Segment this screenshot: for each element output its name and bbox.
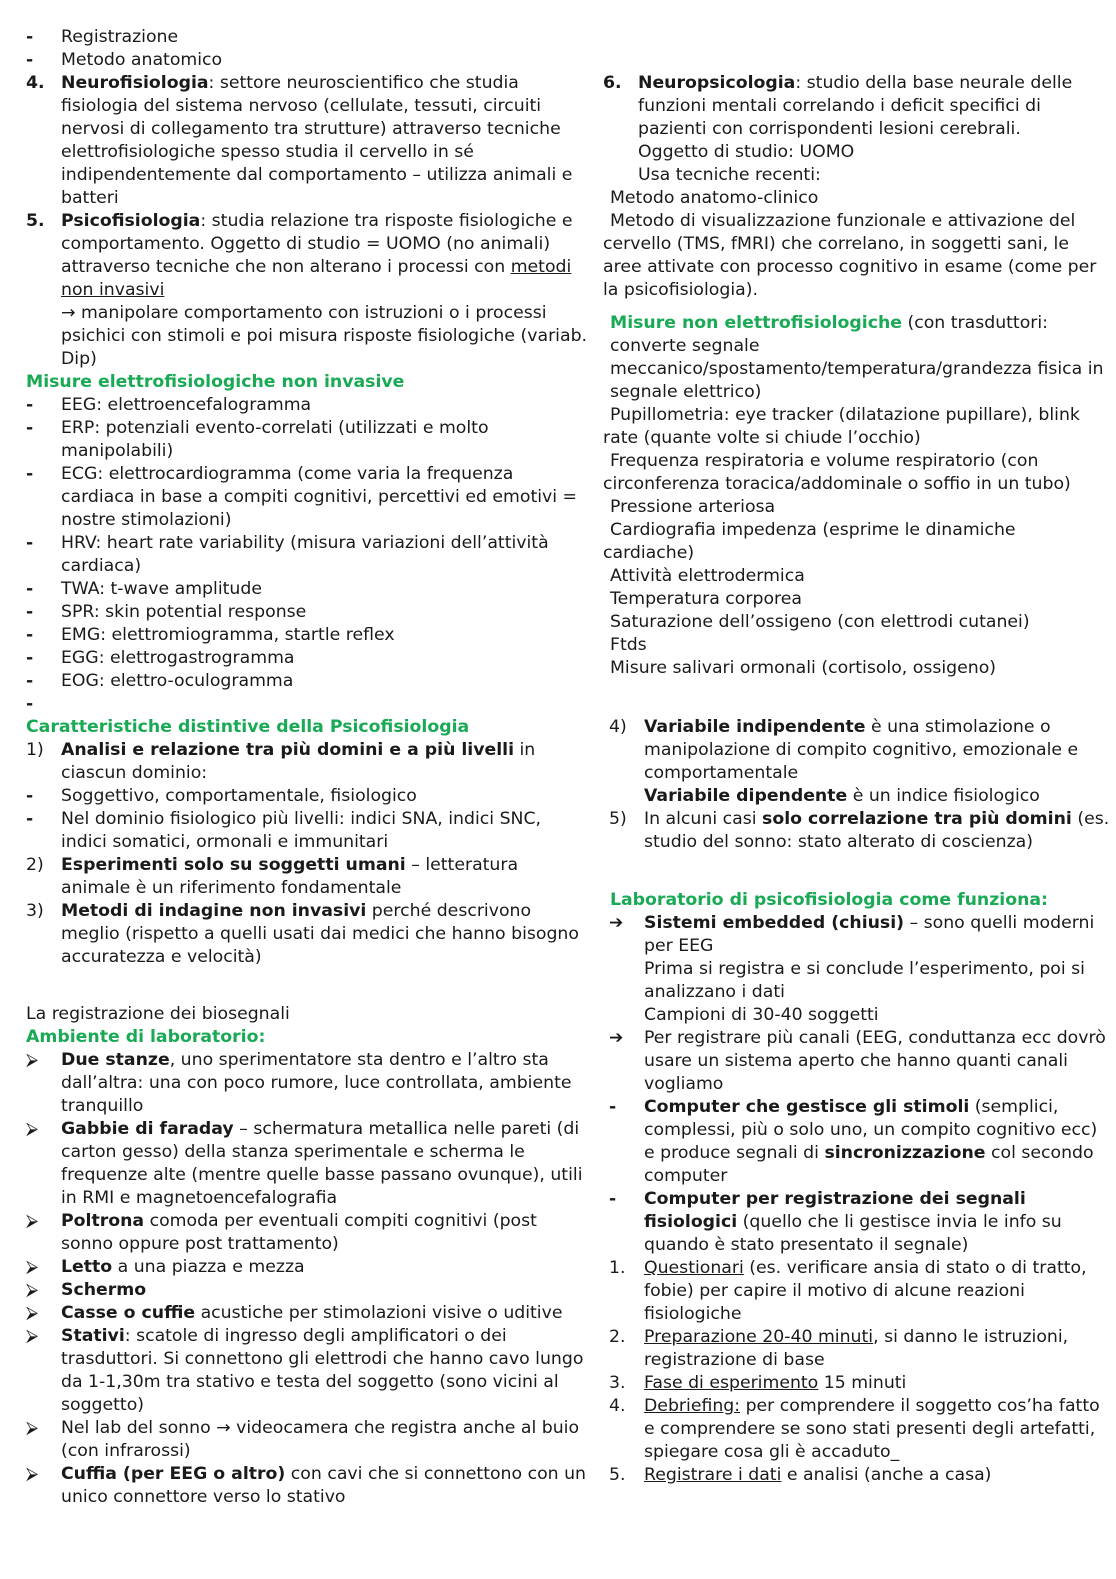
list-item-empty: - (26, 694, 34, 714)
list-item: 5) In alcuni casi solo correlazione tra più domini (es. studio del sonno: stato alterato di coscienza) (609, 809, 1110, 852)
text-line: converte segnale meccanico/spostamento/temperatura/grandezza fisica in segnale elettrico) (610, 336, 1104, 402)
text-line: Metodo di visualizzazione funzionale e attivazione del cervello (TMS, fMRI) che correlano, in soggetti sani, le aree attivate con processo cognitivo in esame (come per la psicofisiologia). (603, 211, 1097, 300)
list-item: - Nel dominio fisiologico più livelli: indici SNA, indici SNC, indici somatici, ormonali e immunitari (26, 809, 542, 852)
text-line: Attività elettrodermica (610, 566, 805, 586)
list-item: - EOG: elettro-oculogramma (26, 671, 294, 691)
list-item: - SPR: skin potential response (26, 602, 307, 622)
list-item: 2) Esperimenti solo su soggetti umani – letteratura animale è un riferimento fondamentale (26, 855, 519, 898)
step-item: 4. Debriefing: per comprendere il soggetto cos’ha fatto e comprendere se sono stati presenti degli artefatti, spiegare cosa gli è accaduto_ (609, 1396, 1100, 1462)
list-item: 3) Metodi di indagine non invasivi perché descrivono meglio (rispetto a quelli usati dai medici che hanno bisogno accuratezza e velocità) (26, 901, 579, 967)
step-item: 3. Fase di esperimento 15 minuti (609, 1373, 907, 1393)
section-neurofisiologia: 4. Neurofisiologia: settore neuroscientifico che studia fisiologia del sistema nervoso (cellulate, tessuti, circuiti nervosi di collegamento tra strutture) attraverso tecniche elettrofisiologiche spesso studia il cervello in sé indipendentemente dal comportamento – utilizza animali e batteri (26, 73, 573, 208)
list-item: - HRV: heart rate variability (misura variazioni dell’attività cardiaca) (26, 533, 549, 576)
list-item: - ERP: potenziali evento-correlati (utilizzati e molto manipolabili) (26, 418, 489, 461)
list-item: - Computer che gestisce gli stimoli (semplici, complessi, più o solo uno, un compito cognitivo ecc) e produce segnali di sincronizzazione col secondo computer (609, 1097, 1098, 1186)
step-item: 2. Preparazione 20-40 minuti, si danno le istruzioni, registrazione di base (609, 1327, 1069, 1370)
list-item: - Registrazione (26, 27, 179, 47)
heading-caratteristiche: Caratteristiche distintive della Psicofisiologia (26, 717, 470, 737)
arrow-icon: ➔ (609, 1028, 624, 1048)
list-item: ➔ Per registrare più canali (EEG, conduttanza ecc dovrò usare un sistema aperto che hanno quanti canali vogliamo (609, 1028, 1106, 1094)
heading-misure-non-elettrofisiologiche: Misure non elettrofisiologiche (con trasduttori: (610, 313, 1049, 333)
term-neurofisiologia: Neurofisiologia (61, 73, 209, 93)
list-item: - EMG: elettromiogramma, startle reflex (26, 625, 395, 645)
subtitle-registrazione: La registrazione dei biosegnali (26, 1004, 290, 1024)
text-line: Pupillometria: eye tracker (dilatazione pupillare), blink rate (quante volte si chiude l’occhio) (603, 405, 1080, 448)
section-neuropsicologia: 6. Neuropsicologia: studio della base neurale delle funzioni mentali correlando i deficit specifici di pazienti con corrispondenti lesioni cerebrali. Oggetto di studio: UOMO Usa tecniche recenti: (603, 73, 1073, 185)
left-column (26, 26, 592, 1509)
heading-ambiente: Ambiente di laboratorio: (26, 1027, 266, 1047)
list-item: 4) Variabile indipendente è una stimolazione o manipolazione di compito cognitivo, emozionale e comportamentale Variabile dipendente è un indice fisiologico (609, 717, 1079, 806)
term-neuropsicologia: Neuropsicologia (638, 73, 796, 93)
heading-misure-elettrofisiologiche: Misure elettrofisiologiche non invasive (26, 372, 405, 392)
term-psicofisiologia: Psicofisiologia (61, 211, 201, 231)
step-item: 1. Questionari (es. verificare ansia di stato o di tratto, fobie) per capire il motivo di alcune reazioni fisiologiche (609, 1258, 1087, 1324)
text-line: Cardiografia impedenza (esprime le dinamiche cardiache) (603, 520, 1016, 563)
list-item: 1) Analisi e relazione tra più domini e a più livelli in ciascun dominio: (26, 740, 536, 783)
list-item: ⮚ Due stanze, uno sperimentatore sta dentro e l’altro sta dall’altra: una con poco rumore, luce controllata, ambiente tranquillo (26, 1050, 572, 1116)
heading-laboratorio: Laboratorio di psicofisiologia come funziona: (610, 890, 1048, 910)
list-item: - Metodo anatomico (26, 50, 223, 70)
list-item: ⮚ Schermo (26, 1280, 147, 1300)
text-line: Saturazione dell’ossigeno (con elettrodi cutanei) (610, 612, 1030, 632)
text-line: Frequenza respiratoria e volume respiratorio (con circonferenza toracica/addominale o soffio in un tubo) (603, 451, 1071, 494)
underlined-term: metodi non invasivi (61, 257, 572, 300)
list-item: - Soggettivo, comportamentale, fisiologico (26, 786, 417, 806)
list-item: ⮚ Cuffia (per EEG o altro) con cavi che si connettono con un unico connettore verso lo stativo (26, 1464, 586, 1507)
list-item: - Computer per registrazione dei segnali fisiologici (quello che li gestisce invia le info su quando è stato presentato il segnale) (609, 1189, 1062, 1255)
text-line: Temperatura corporea (610, 589, 802, 609)
list-item: ⮚ Gabbie di faraday – schermatura metallica nelle pareti (di carton gesso) della stanza sperimentale e scherma le frequenze alte (mentre quelle basse passano ovunque), utili in RMI e magnetoencefalografia (26, 1119, 583, 1208)
list-item: ➔ Sistemi embedded (chiusi) – sono quelli moderni per EEG Prima si registra e si conclude l’esperimento, poi si analizzano i dati Campioni di 30-40 soggetti (609, 913, 1095, 1025)
text-line: Misure salivari ormonali (cortisolo, ossigeno) (610, 658, 997, 678)
text-line: Ftds (610, 635, 647, 655)
list-item: - TWA: t-wave amplitude (26, 579, 262, 599)
list-item: ⮚ Letto a una piazza e mezza (26, 1257, 305, 1277)
list-item: ⮚ Nel lab del sonno → videocamera che registra anche al buio (con infrarossi) (26, 1418, 580, 1461)
list-item: ⮚ Stativi: scatole di ingresso degli amplificatori o dei trasduttori. Si connettono gli elettrodi che hanno cavo lungo da 1-1,30m tra stativo e testa del soggetto (sono vicini al soggetto) (26, 1326, 584, 1415)
right-column (603, 72, 1111, 1487)
list-item: - EEG: elettroencefalogramma (26, 395, 312, 415)
list-item: - ECG: elettrocardiogramma (come varia la frequenza cardiaca in base a compiti cognitivi, percettivi ed emotivi = nostre stimolazioni) (26, 464, 578, 530)
section-psicofisiologia: 5. Psicofisiologia: studia relazione tra risposte fisiologiche e comportamento. Oggetto di studio = UOMO (no animali) attraverso tecniche che non alterano i processi con metodi non invasivi → manipolare comportamento con istruzioni o i processi psichici con stimoli e poi misura risposte fisiologiche (variab. Dip) (26, 211, 588, 369)
list-item: ⮚ Poltrona comoda per eventuali compiti cognitivi (post sonno oppure post trattamento) (26, 1211, 537, 1254)
text-line: Metodo anatomo-clinico (610, 188, 819, 208)
list-item-text: Registrazione (61, 27, 179, 47)
text-line: Pressione arteriosa (610, 497, 776, 517)
step-item: 5. Registrare i dati e analisi (anche a casa) (609, 1465, 992, 1485)
arrow-icon: ➔ (609, 913, 624, 933)
list-item: - EGG: elettrogastrogramma (26, 648, 295, 668)
list-item-text: Metodo anatomico (61, 50, 223, 70)
list-item: ⮚ Casse o cuffie acustiche per stimolazioni visive o uditive (26, 1303, 563, 1323)
